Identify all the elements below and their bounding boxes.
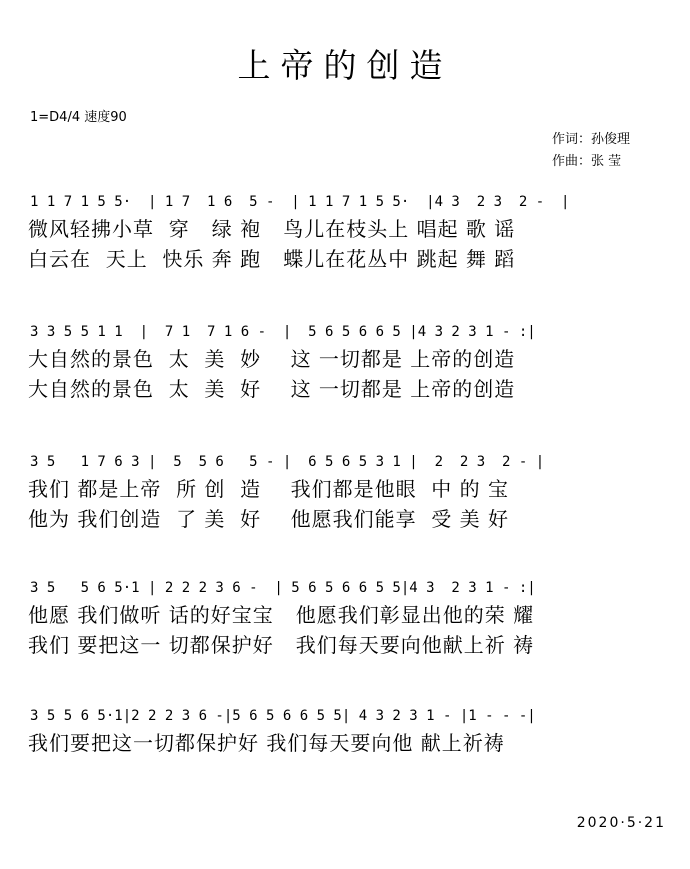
notation-line xyxy=(28,704,668,728)
notation-line xyxy=(28,320,668,344)
system-3 xyxy=(28,450,668,534)
lyricist-credit: 作词：孙俊理 xyxy=(552,132,631,147)
lyric-verse-1: 我们要把这一切都保护好 我们每天要向他 献上祈祷 xyxy=(28,731,505,755)
lyric-verse-2: 白云在 天上 快乐 奔 跑 蝶儿在花丛中 跳起 舞 蹈 xyxy=(28,247,516,271)
system-2 xyxy=(28,320,668,404)
lyric-verse-2: 大自然的景色 太 美 好 这 一切都是 上帝的创造 xyxy=(28,377,516,401)
notation-line xyxy=(28,450,668,474)
system-4 xyxy=(28,576,668,660)
notation-line xyxy=(28,576,668,600)
lyric-verse-1: 他愿 我们做听 话的好宝宝 他愿我们彰显出他的荣 耀 xyxy=(28,603,535,627)
date-stamp: 2020·5·21 xyxy=(576,815,666,831)
notation-text: 3 5 1 7 6 3 | 5 5 6 5 - | 6 5 6 5 3 1 | 2 2 3 2 - | xyxy=(30,454,545,470)
page-title: 上帝的创造 xyxy=(237,46,453,85)
key-tempo: 1=D4/4 速度90 xyxy=(30,110,127,125)
notation-text: 3 5 5 6 5·1|2 2 2 3 6 -|5 6 5 6 6 5 5| 4 3 2 3 1 - |1 - - -| xyxy=(30,708,536,724)
lyric-verse-2: 他为 我们创造 了 美 好 他愿我们能享 受 美 好 xyxy=(28,507,510,531)
notation-text: 1 1 7 1 5 5· | 1 7 1 6 5 - | 1 1 7 1 5 5· |4 3 2 3 2 - | xyxy=(30,194,570,210)
composer-credit: 作曲：张 莹 xyxy=(552,154,622,169)
notation-text: 3 3 5 5 1 1 | 7 1 7 1 6 - | 5 6 5 6 6 5 |4 3 2 3 1 - :| xyxy=(30,324,536,340)
lyric-verse-1: 微风轻拂小草 穿 绿 袍 鸟儿在枝头上 唱起 歌 谣 xyxy=(28,217,516,241)
notation-line xyxy=(28,190,668,214)
notation-text: 3 5 5 6 5·1 | 2 2 2 3 6 - | 5 6 5 6 6 5 5|4 3 2 3 1 - :| xyxy=(30,580,536,596)
lyric-verse-1: 我们 都是上帝 所 创 造 我们都是他眼 中 的 宝 xyxy=(28,477,510,501)
lyric-verse-1: 大自然的景色 太 美 妙 这 一切都是 上帝的创造 xyxy=(28,347,516,371)
system-1 xyxy=(28,190,668,274)
lyric-verse-2: 我们 要把这一 切都保护好 我们每天要向他献上祈 祷 xyxy=(28,633,535,657)
system-5 xyxy=(28,704,668,758)
